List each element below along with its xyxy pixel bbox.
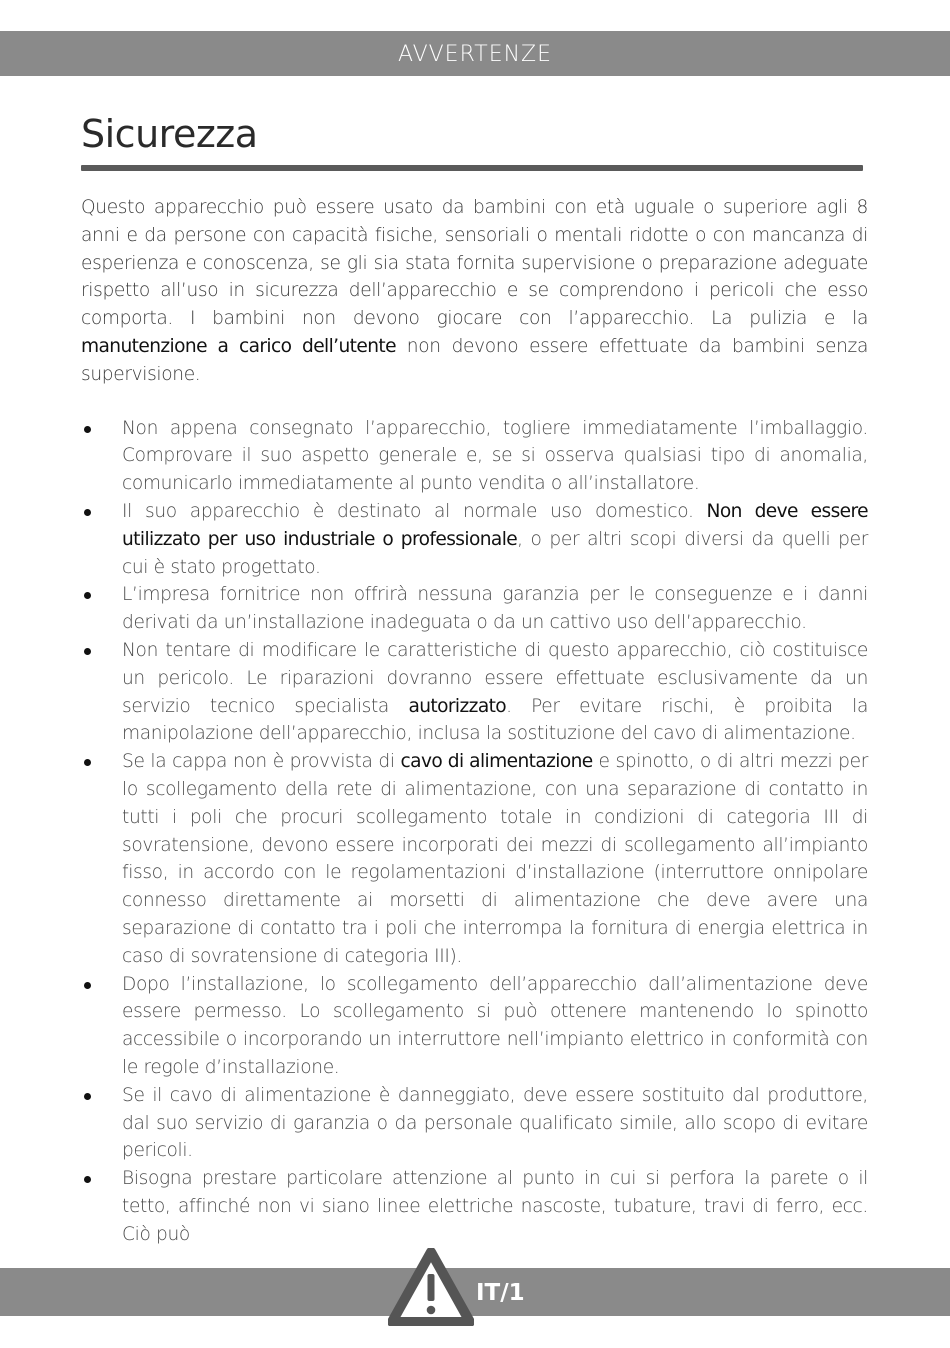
- section-title: AVVERTENZE: [397, 42, 553, 67]
- document-body: [81, 194, 868, 1248]
- list-item-text: Dopo l’installazione, lo scollegamento dell’apparecchio dall’alimentazione deve essere permesso. Lo scollegamento si può ottenere mantenendo lo spinotto accessibile o incorporando un interruttore nell’impianto elettrico in conformità con le regole d’installazione.: [122, 973, 868, 1078]
- list-item-text: Il suo apparecchio è destinato al normale uso domestico.: [122, 500, 707, 522]
- list-item: [81, 1082, 868, 1165]
- list-item-text-end: , o per altri scopi diversi da quelli per cui è stato progettato.: [122, 528, 868, 578]
- list-item-text: Non tentare di modificare le caratteristiche di questo apparecchio, ciò costituisce un pericolo. Le riparazioni dovranno essere effettuate esclusivamente da un servizio tecnico specialista: [122, 639, 868, 717]
- intro-paragraph: [81, 194, 868, 389]
- list-item: [81, 748, 868, 970]
- list-item: [81, 581, 868, 637]
- title-underline: [81, 165, 863, 171]
- intro-text: Questo apparecchio può essere usato da bambini con età uguale o superiore agli 8 anni e da persone con capacità fisiche, sensoriali o mentali ridotte o con mancanza di esperienza e conoscenza, se gli sia stata fornita supervisione o preparazione adeguate rispetto all’uso in sicurezza dell’apparecchio e se comprendono i pericoli che esso comporta. I bambini non devono giocare con l’apparecchio. La pulizia e la: [81, 197, 868, 330]
- list-item-text: Bisogna prestare particolare attenzione al punto in cui si perfora la parete o il tetto, affinché non vi siano linee elettriche nascoste, tubature, travi di ferro, ecc. Ciò può: [122, 1168, 868, 1245]
- list-item-emphasis: cavo di alimentazione: [400, 751, 593, 773]
- bullet-icon: [84, 1176, 91, 1183]
- page-title: Sicurezza: [81, 112, 258, 156]
- bullet-icon: [84, 648, 91, 655]
- list-item-text: Non appena consegnato l’apparecchio, togliere immediatamente l’imballaggio. Comprovare il suo aspetto generale e, se si osserva qualsiasi tipo di anomalia, comunicarlo immediatamente al punto vendita o all’installatore.: [122, 417, 868, 495]
- list-item-emphasis: autorizzato: [408, 695, 507, 717]
- bullet-icon: [84, 509, 91, 516]
- intro-emphasis: manutenzione a carico dell’utente: [81, 335, 396, 357]
- list-item: [81, 415, 868, 498]
- intro-text-end: non devono essere effettuate da bambini senza supervisione.: [81, 335, 868, 385]
- list-item: [81, 637, 868, 748]
- list-item: [81, 498, 868, 581]
- list-item-text: L’impresa fornitrice non offrirà nessuna garanzia per le conseguenze e i danni derivati da un’installazione inadeguata o da un cattivo uso dell’apparecchio.: [122, 584, 868, 634]
- header-band: [0, 31, 950, 76]
- bullet-icon: [84, 426, 91, 433]
- list-item-text: Se la cappa non è provvista di: [122, 751, 401, 773]
- safety-list: [81, 415, 868, 1249]
- warning-triangle-icon: [388, 1248, 474, 1326]
- bullet-icon: [84, 592, 91, 599]
- list-item-emphasis: Non deve essere utilizzato per uso industriale o professionale: [122, 500, 868, 550]
- bullet-icon: [84, 1093, 91, 1100]
- list-item: [81, 1165, 868, 1248]
- page-number: IT/1: [476, 1280, 525, 1306]
- footer-band: [0, 1268, 950, 1316]
- list-item-text-end: . Per evitare rischi, è proibita la manipolazione dell’apparecchio, inclusa la sostituzione del cavo di alimentazione.: [122, 695, 868, 745]
- list-item: [81, 971, 868, 1082]
- bullet-icon: [84, 982, 91, 989]
- list-item-text: Se il cavo di alimentazione è danneggiato, deve essere sostituito dal produttore, dal suo servizio di garanzia o da personale qualificato simile, allo scopo di evitare pericoli.: [122, 1084, 868, 1162]
- list-item-text-end: e spinotto, o di altri mezzi per lo scollegamento della rete di alimentazione, con una separazione di contatto in tutti i poli che procuri scollegamento totale in condizioni di categoria III di sovratensione, devono essere incorporati dei mezzi di scollegamento all’impianto fisso, in accordo con le regolamentazioni d’installazione (interruttore onnipolare connesso direttamente ai morsetti di alimentazione che deve avere una separazione di contatto tra i poli che interrompa la fornitura di energia elettrica in caso di sovratensione di categoria III).: [122, 751, 868, 967]
- bullet-icon: [84, 759, 91, 766]
